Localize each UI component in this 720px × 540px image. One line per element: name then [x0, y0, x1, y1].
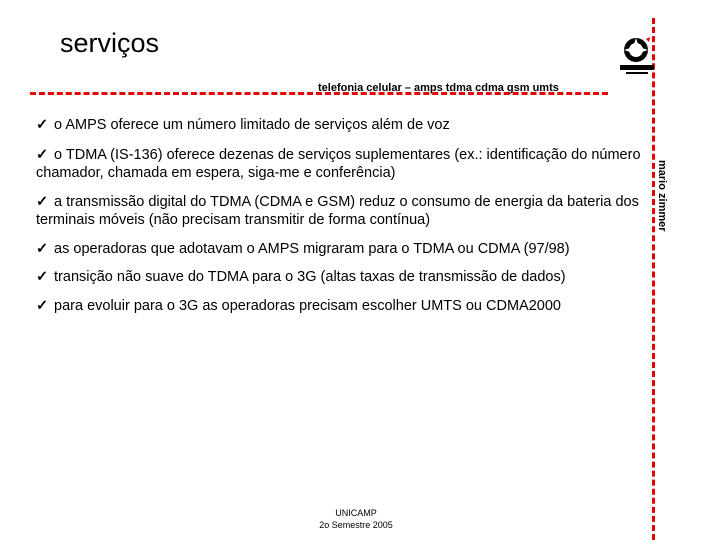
author-label	[656, 160, 684, 270]
checkmark-icon: ✓	[36, 269, 49, 285]
bullet-text: as operadoras que adotavam o AMPS migraram para o TDMA ou CDMA (97/98)	[54, 241, 570, 257]
unicamp-logo	[616, 36, 662, 80]
bullet-item	[36, 268, 648, 286]
side-divider	[652, 18, 655, 540]
bullet-text: para evoluir para o 3G as operadoras precisam escolher UMTS ou CDMA2000	[54, 298, 561, 314]
bullet-item	[36, 297, 648, 315]
bullet-item	[36, 146, 648, 182]
header-divider	[30, 92, 608, 95]
slide-title: serviços	[60, 28, 160, 58]
bullet-item	[36, 240, 648, 258]
bullet-item	[36, 193, 648, 229]
slide-subtitle: telefonia celular – amps tdma cdma gsm umts	[318, 82, 559, 94]
footer	[300, 507, 412, 531]
checkmark-icon: ✓	[36, 241, 49, 257]
bullet-item	[36, 116, 648, 134]
footer-semester: 2o Semestre 2005	[319, 520, 393, 530]
bullet-text: o AMPS oferece um número limitado de serviços além de voz	[54, 117, 450, 133]
author-text: mario zimmer	[656, 160, 668, 232]
checkmark-icon: ✓	[36, 117, 49, 133]
bullet-text: o TDMA (IS-136) oferece dezenas de serviços suplementares (ex.: identificação do número chamador, chamada em espera, siga-me e conferência)	[36, 147, 641, 181]
checkmark-icon: ✓	[36, 147, 49, 163]
checkmark-icon: ✓	[36, 194, 49, 210]
checkmark-icon: ✓	[36, 298, 49, 314]
bullet-text: a transmissão digital do TDMA (CDMA e GSM) reduz o consumo de energia da bateria dos terminais móveis (não precisam transmitir de forma contínua)	[36, 194, 639, 228]
bullet-text: transição não suave do TDMA para o 3G (altas taxas de transmissão de dados)	[54, 269, 566, 285]
footer-institution: UNICAMP	[335, 508, 377, 518]
